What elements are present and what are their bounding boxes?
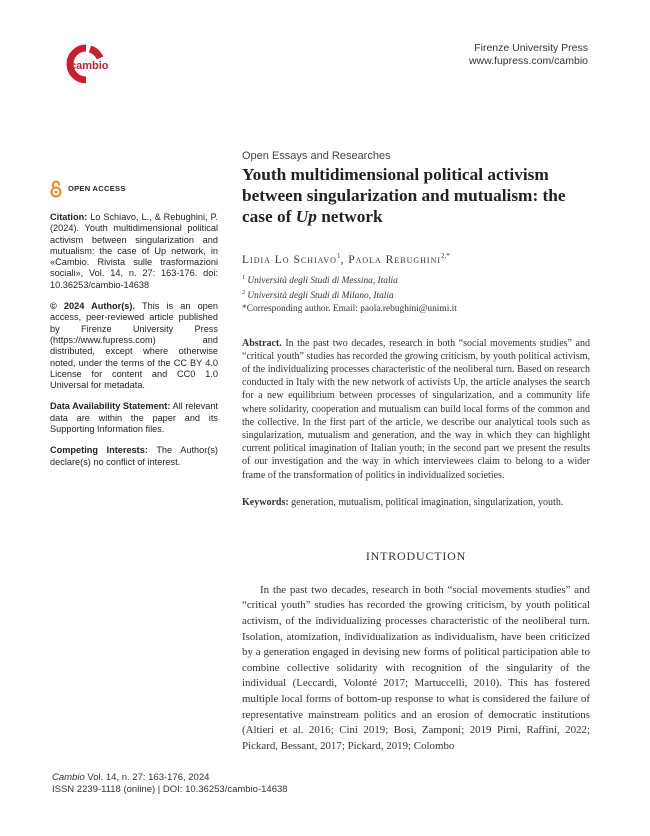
- publisher-url[interactable]: www.fupress.com/cambio: [468, 55, 588, 67]
- affiliation-mark: 2: [242, 290, 245, 297]
- affiliation-2: [242, 287, 590, 303]
- open-access-badge: [50, 180, 218, 198]
- open-access-icon: [50, 180, 62, 198]
- affiliation-mark: 1: [242, 274, 245, 281]
- journal-name: Cambio: [52, 772, 85, 783]
- title-part1: Youth multidimensional political activism between singularization and mutualism: the case of: [242, 165, 566, 226]
- author-name: Lidia Lo Schiavo: [242, 253, 337, 266]
- affiliation-text: Università degli Studi di Milano, Italia: [247, 291, 394, 302]
- affiliation-text: Università degli Studi di Messina, Italia: [247, 275, 398, 286]
- journal-line: [52, 772, 288, 784]
- copyright-text: This is an open access, peer-reviewed article published by Firenze University Press (https://www.fupress.com) and distributed, except where otherwise noted, under the terms of the CC BY 4.0 License for content and CC0 1.0 Universal for metadata.: [50, 301, 219, 391]
- cambio-logo-icon: [56, 42, 116, 86]
- data-availability-block: [50, 401, 218, 435]
- sidebar: [50, 180, 218, 478]
- cambio-logo: [56, 42, 116, 86]
- abstract-label: Abstract.: [242, 337, 282, 349]
- data-availability-label: Data Availability Statement:: [50, 401, 171, 412]
- article-main: [242, 150, 590, 754]
- publisher-name: Firenze University Press: [474, 42, 588, 54]
- publisher-info: [469, 42, 588, 68]
- copyright-block: [50, 301, 218, 391]
- keywords-label: Keywords:: [242, 496, 289, 508]
- journal-issue: Vol. 14, n. 27: 163-176, 2024: [84, 772, 210, 783]
- abstract: [242, 337, 590, 482]
- abstract-text: In the past two decades, research in both “social movements studies” and “critical youth” studies has recorded the growing criticism, by youth political activism, of the individualizing processes characteristic of the neoliberal turn. Based on research conducted in Italy with the new network of activists Up, the article analyses the search for a new equilibrium between processes of singularization, and a community life where solidarity, cooperation and mutualism can build local forms of the common and the collective. In the first part of the article, we describe our analytical tools such as singularization, mutualism and generation, and the way in which they can highlight current political imagination of Italian youth; in the second part we present the results of our investigation and the way in which interviewees claim to belong to a wider frame of the transformation of politics in individualized societies.: [242, 337, 591, 481]
- section-label: Open Essays and Researches: [242, 150, 391, 162]
- competing-interests-block: [50, 445, 218, 468]
- corresponding-author: *Corresponding author. Email: paola.rebughini@unimi.it: [242, 304, 457, 315]
- author-separator: ,: [340, 253, 349, 266]
- author-name: Paola Rebughini: [348, 253, 442, 266]
- copyright-label: © 2024 Author(s).: [50, 301, 136, 312]
- introduction-paragraph: In the past two decades, research in both “social movements studies” and “critical youth” studies has recorded the growing criticism, by youth political activism, of the individualizing processes characteristic of the neoliberal turn. Isolation, atomization, individualization as individualism, have been criticized by a generation engaged in devising new forms of political participation able to combine collective solidarity with recognition of the singularity of the individual (Leccardi, Volonté 2017; Martuccelli, 2010). This has fostered multiple local forms of bottom-up response to what is considered the failure of representative mainstream politics and an erosion of democratic institutions (Altieri et al. 2016; Cini 2019; Bosi, Zamponi; 2019 Pirni, Raffini, 2022; Pickard, Bessant, 2017; Pickard, 2019; Colombo: [242, 583, 590, 752]
- competing-interests-text: The Author(s) declare(s) no conflict of interest.: [50, 445, 218, 467]
- author-affiliation-mark: 2,*: [441, 252, 450, 260]
- title-part2: network: [316, 207, 383, 226]
- keywords-text: generation, mutualism, political imagination, singularization, youth.: [291, 496, 564, 508]
- title-italic: Up: [295, 207, 317, 226]
- introduction-heading: INTRODUCTION: [365, 548, 467, 563]
- footer: [52, 772, 288, 796]
- issn-doi-line: ISSN 2239-1118 (online) | DOI: 10.36253/cambio-14638: [52, 784, 288, 795]
- author-affiliation-mark: 1: [336, 252, 341, 260]
- competing-interests-label: Competing Interests:: [50, 445, 148, 456]
- cambio-logo-text: cambio: [70, 60, 109, 72]
- affiliation-1: [242, 272, 590, 288]
- citation-label: Citation:: [50, 212, 88, 222]
- keywords: [242, 496, 590, 509]
- open-access-label: OPEN ACCESS: [68, 184, 126, 194]
- citation-text: Lo Schiavo, L., & Rebughini, P. (2024). Youth multidimensional political activism between singularization and mutualism: the case of Up network, in «Cambio. Rivista sulle trasformazioni sociali», Vol. 14, n. 27: 163-176. doi: 10.36253/cambio-14638: [50, 212, 218, 290]
- author-list: [242, 252, 590, 266]
- data-availability-text: All relevant data are within the paper and its Supporting Information files.: [50, 401, 219, 435]
- citation-block: [50, 212, 218, 291]
- article-title: [242, 164, 590, 227]
